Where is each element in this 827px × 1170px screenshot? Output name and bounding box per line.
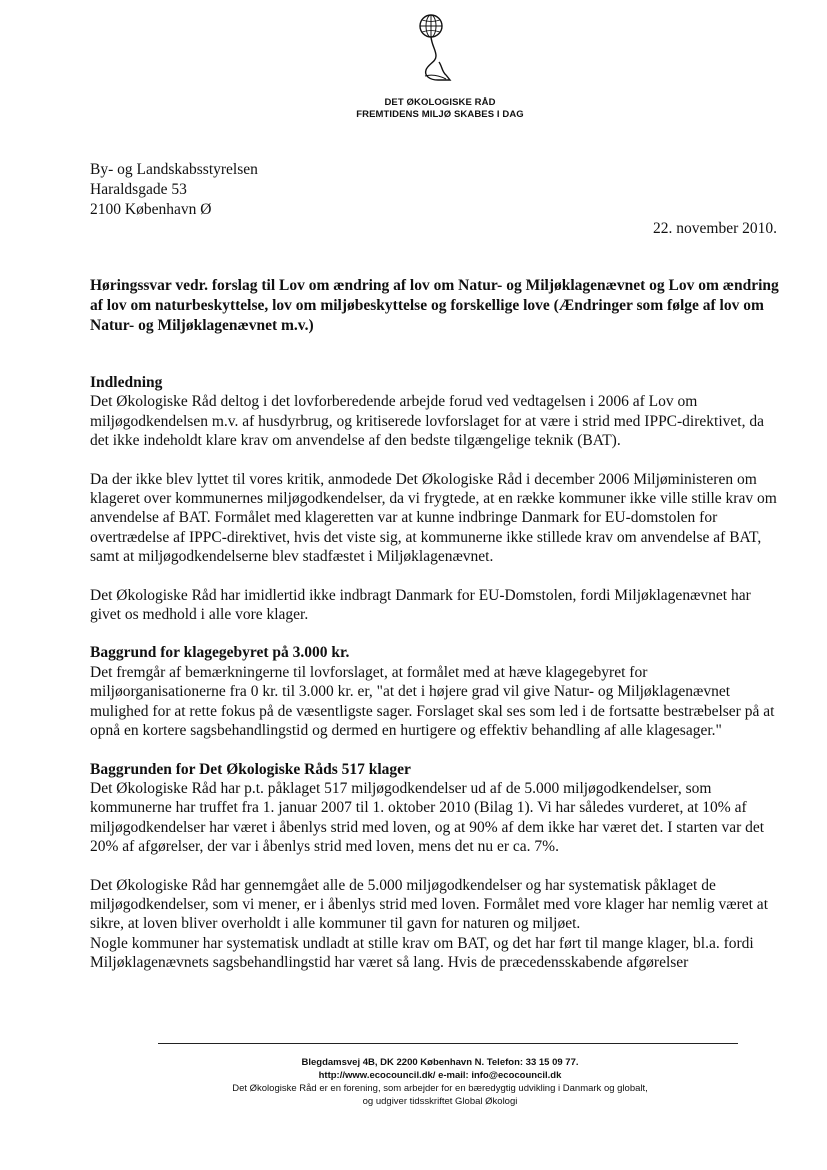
intro-paragraph-3: Det Økologiske Råd har imidlertid ikke indbragt Danmark for EU-Domstolen, fordi Miljøklagenævnet har givet os medhold i alle vore klager.: [90, 586, 751, 624]
recipient-line-2: Haraldsgade 53: [90, 181, 187, 198]
fee-paragraph-1: Det fremgår af bemærkningerne til lovforslaget, at formålet med at hæve klagegebyret for miljøorganisationerne fra 0 kr. til 3.000 kr. er, "at det i højere grad vil give Natur- og Miljøklagenævnet mulighed for at rette fokus på de væsentligste sager. Forslaget skal ses som led i de fortsatte bestræbelser på at opnå en kortere sagsbehandlingstid og dermed en hurtigere og effektiv behandling af alle klagesager.": [90, 663, 775, 740]
organization-tagline: FREMTIDENS MILJØ SKABES I DAG: [356, 109, 524, 120]
section-heading-fee: Baggrund for klagegebyret på 3.000 kr.: [90, 644, 350, 662]
letter-date: 22. november 2010.: [653, 220, 777, 237]
intro-paragraph-2: Da der ikke blev lyttet til vores kritik, anmodede Det Økologiske Råd i december 2006 Miljøministeren om klageret over kommunernes miljøgodkendelser, da vi frygtede, at en række kommuner ikke ville stille krav om anvendelse af BAT. Formålet med klageretten var at kunne indbringe Danmark for EU-domstolen for overtrædelse af IPPC-direktivet, hvis det viste sig, at kommunerne ikke stillede krav om anvendelse af BAT, samt at miljøgodkendelserne blev stadfæstet i Miljøklagenævnet.: [90, 470, 777, 566]
footer: [150, 1056, 730, 1108]
recipient-address: [90, 160, 258, 220]
complaints-paragraph-3: Nogle kommuner har systematisk undladt at stille krav om BAT, og det har ført til mange klager, bl.a. fordi Miljøklagenævnets sagsbehandlingstid har været så lang. Hvis de præcedensskabende afgørelser: [90, 934, 754, 972]
organization-name: DET ØKOLOGISKE RÅD: [384, 97, 496, 108]
recipient-line-1: By- og Landskabsstyrelsen: [90, 161, 258, 178]
section-heading-complaints: Baggrunden for Det Økologiske Råds 517 klager: [90, 760, 411, 778]
footer-publication: og udgiver tidsskriftet Global Økologi: [362, 1096, 518, 1107]
recipient-line-3: 2100 København Ø: [90, 201, 212, 218]
footer-description: Det Økologiske Råd er en forening, som arbejder for en bæredygtig udvikling i Danmark og globalt,: [232, 1083, 648, 1094]
complaints-paragraph-2: Det Økologiske Råd har gennemgået alle de 5.000 miljøgodkendelser og har systematisk påklaget de miljøgodkendelser, som vi mener, er i åbenlys strid med loven. Formålet med vore klager har nemlig været at sikre, at loven bliver overholdt i alle kommuner til gavn for naturen og miljøet.: [90, 876, 768, 933]
globe-bird-icon: [412, 12, 462, 92]
footer-divider: [158, 1043, 738, 1044]
document-title: Høringssvar vedr. forslag til Lov om ændring af lov om Natur- og Miljøklagenævnet og Lov om ændring af lov om naturbeskyttelse, lov om miljøbeskyttelse og forskellige love (Ændringer som følge af lov om Natur- og Miljøklagenævnet m.v.): [90, 277, 779, 334]
footer-contact: http://www.ecocouncil.dk/ e-mail: info@ecocouncil.dk: [318, 1070, 562, 1081]
intro-paragraph-1: Det Økologiske Råd deltog i det lovforberedende arbejde forud ved vedtagelsen i 2006 af Lov om miljøgodkendelsen m.v. af husdyrbrug, og kritiserede lovforslaget for at være i strid med IPPC-direktivet, da det ikke indeholdt klare krav om anvendelse af den bedste tilgængelige teknik (BAT).: [90, 393, 764, 450]
complaints-paragraph-1: Det Økologiske Råd har p.t. påklaget 517 miljøgodkendelser ud af de 5.000 miljøgodkendelser, som kommunerne har truffet fra 1. januar 2007 til 1. oktober 2010 (Bilag 1). Vi har således vurderet, at 10% af miljøgodkendelser har været i åbenlys strid med loven, og at 90% af dem ikke har været det. I starten var det 20% af afgørelser, der var i åbenlys strid med loven, mens det nu er ca. 7%.: [90, 779, 765, 856]
footer-address: Blegdamsvej 4B, DK 2200 København N. Telefon: 33 15 09 77.: [301, 1057, 579, 1068]
document-body: [90, 373, 785, 973]
section-heading-intro: Indledning: [90, 374, 163, 391]
